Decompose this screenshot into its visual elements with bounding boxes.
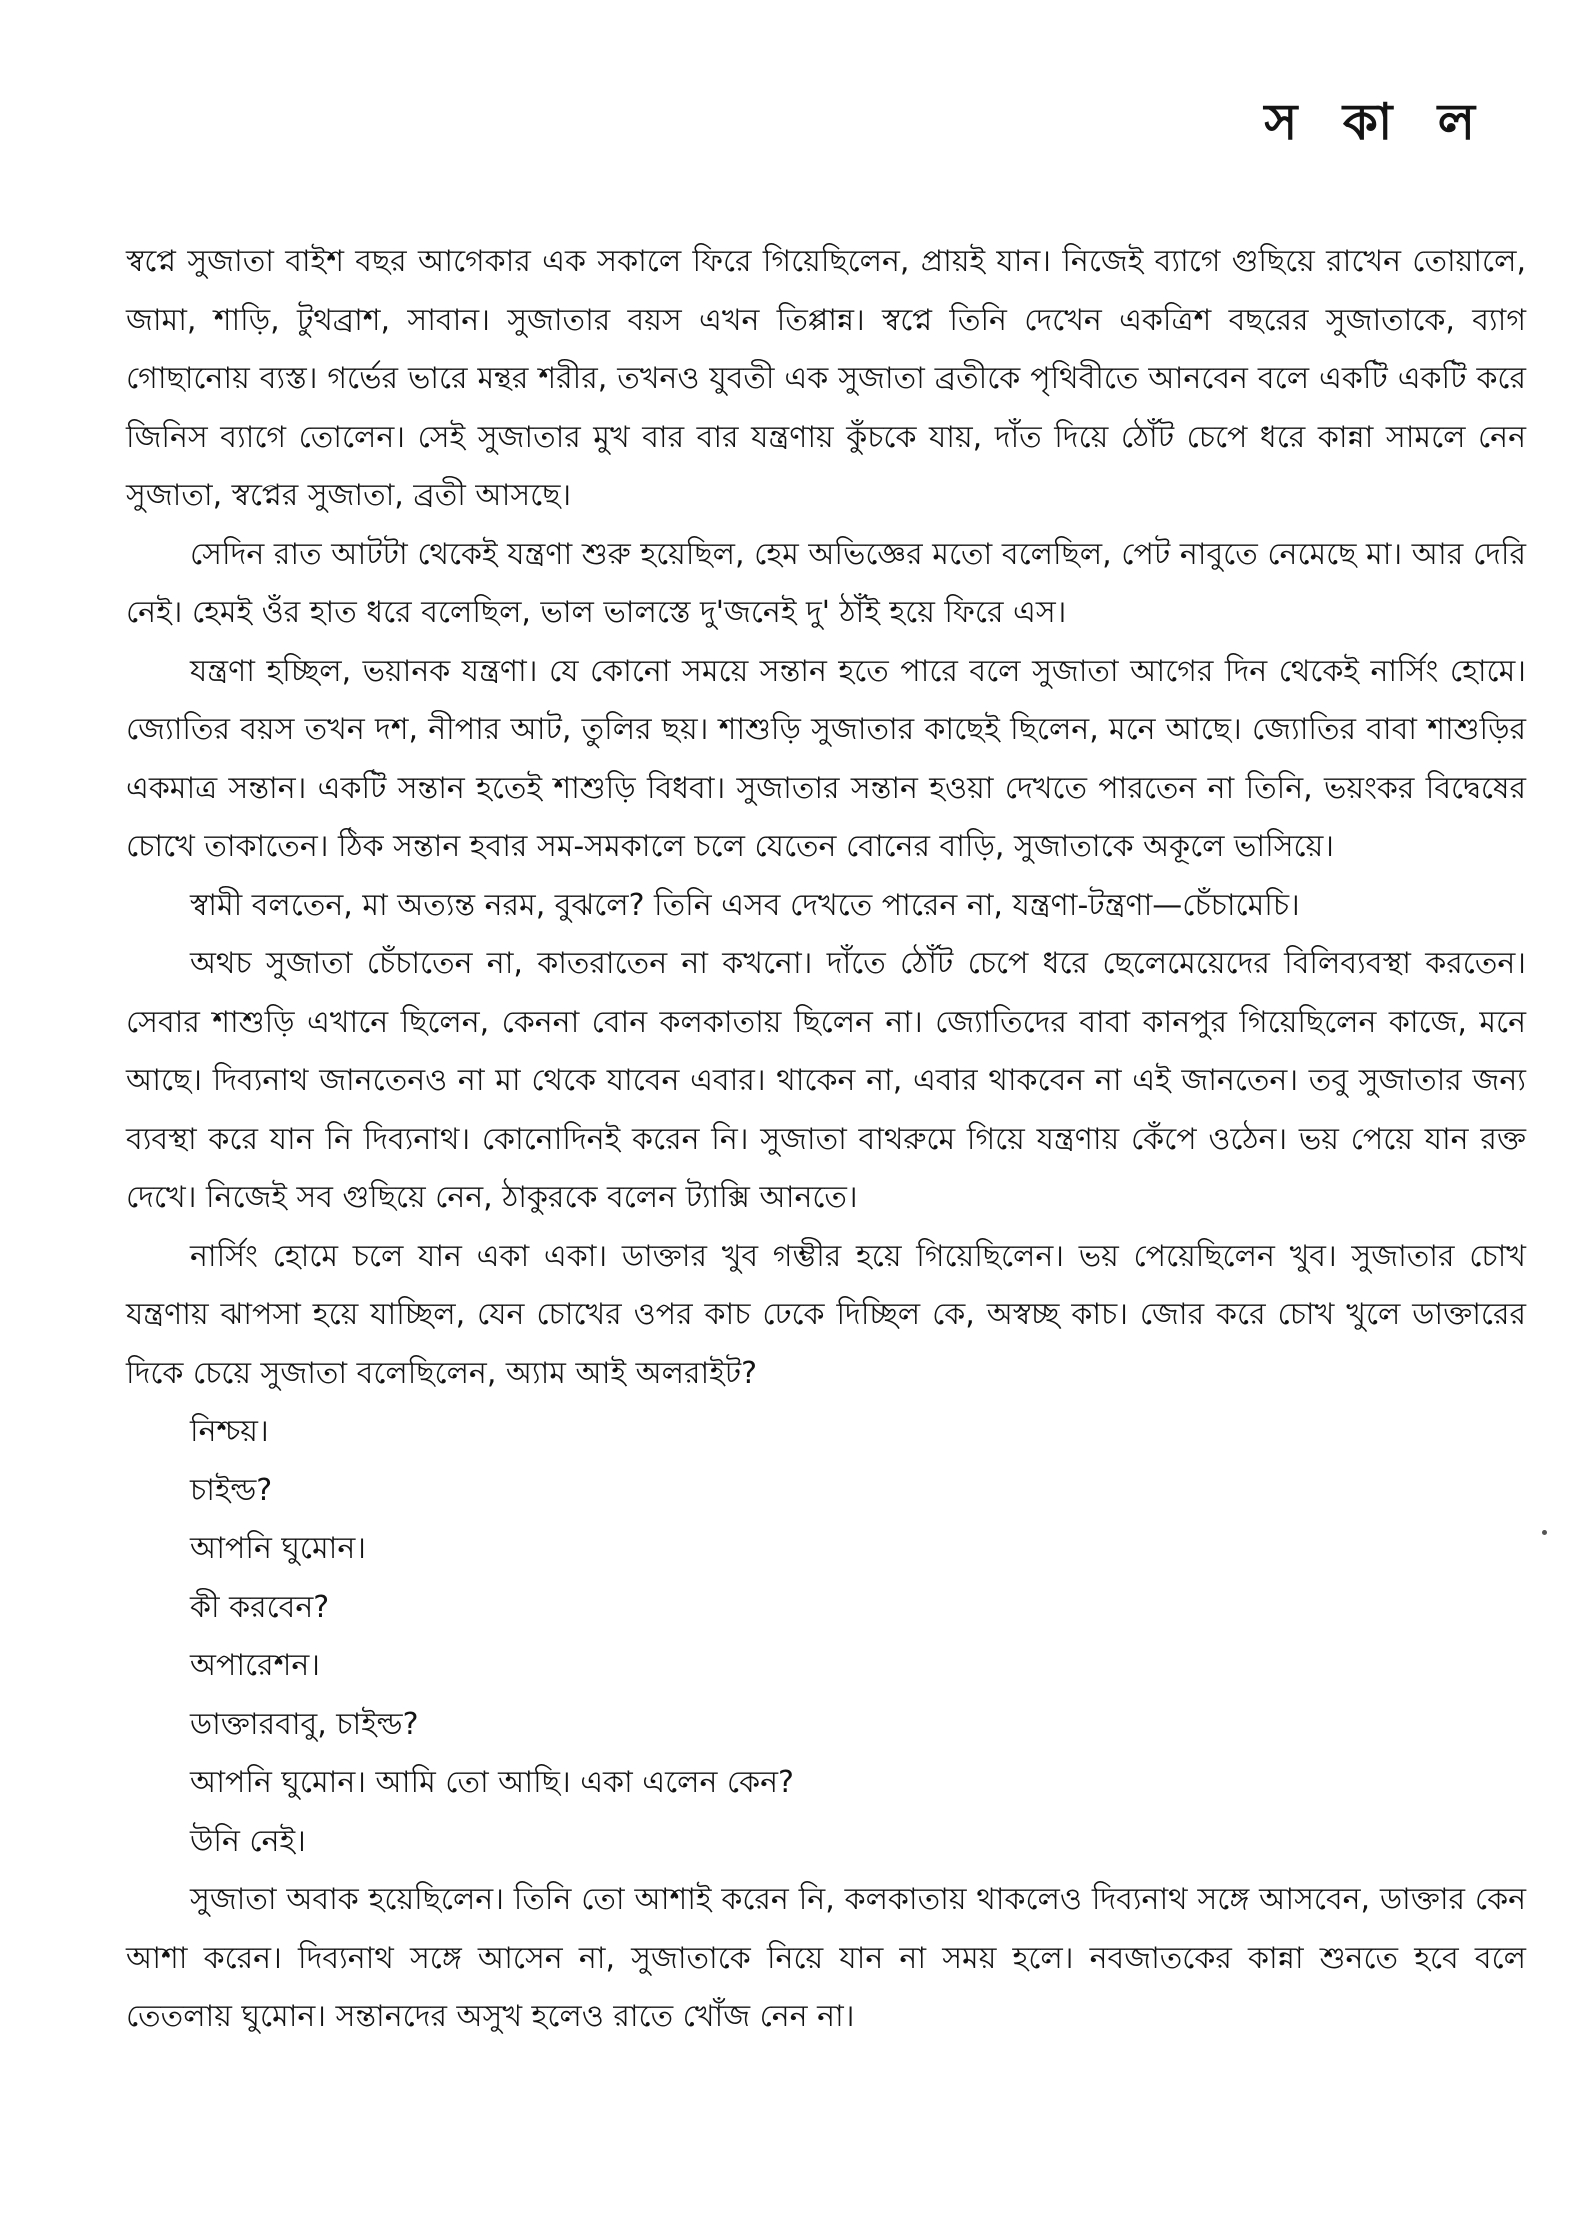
body-text [126, 233, 1526, 2047]
paragraph: স্বপ্নে সুজাতা বাইশ বছর আগেকার এক সকালে ফিরে গিয়েছিলেন, প্রায়ই যান। নিজেই ব্যাগে গুছিয়ে রাখেন তোয়ালে, জামা, শাড়ি, টুথব্রাশ, সাবান। সুজাতার বয়স এখন তিপ্পান্ন। স্বপ্নে তিনি দেখেন একত্রিশ বছরের সুজাতাকে, ব্যাগ গোছানোয় ব্যস্ত। গর্ভের ভারে মন্থর শরীর, তখনও যুবতী এক সুজাতা ব্রতীকে পৃথিবীতে আনবেন বলে একটি একটি করে জিনিস ব্যাগে তোলেন। সেই সুজাতার মুখ বার বার যন্ত্রণায় কুঁচকে যায়, দাঁত দিয়ে ঠোঁট চেপে ধরে কান্না সামলে নেন সুজাতা, স্বপ্নের সুজাতা, ব্রতী আসছে। [126, 244, 1526, 513]
chapter-title: স কা ল [1264, 93, 1489, 151]
paragraph: সেদিন রাত আটটা থেকেই যন্ত্রণা শুরু হয়েছিল, হেম অভিজ্ঞের মতো বলেছিল, পেট নাবুতে নেমেছে মা। আর দেরি নেই। হেমই ওঁর হাত ধরে বলেছিল, ভাল ভালস্তে দু'জনেই দু' ঠাঁই হয়ে ফিরে এস। [126, 536, 1526, 630]
dialogue-line: চাইল্ড? [190, 1472, 273, 1508]
dialogue-line: নিশ্চয়। [190, 1414, 269, 1449]
dialogue-line: অপারেশন। [190, 1648, 320, 1683]
scan-speck [1542, 1530, 1547, 1535]
dialogue-line: আপনি ঘুমোন। [190, 1531, 366, 1566]
dialogue-line: আপনি ঘুমোন। আমি তো আছি। একা এলেন কেন? [190, 1765, 794, 1800]
paragraph: নার্সিং হোমে চলে যান একা একা। ডাক্তার খুব গম্ভীর হয়ে গিয়েছিলেন। ভয় পেয়েছিলেন খুব। সুজাতার চোখ যন্ত্রণায় ঝাপসা হয়ে যাচ্ছিল, যেন চোখের ওপর কাচ ঢেকে দিচ্ছিল কে, অস্বচ্ছ কাচ। জোর করে চোখ খুলে ডাক্তারের দিকে চেয়ে সুজাতা বলেছিলেন, অ্যাম আই অলরাইট? [126, 1238, 1526, 1391]
paragraph: স্বামী বলতেন, মা অত্যন্ত নরম, বুঝলে? তিনি এসব দেখতে পারেন না, যন্ত্রণা-টন্ত্রণা—চেঁচামেচি। [190, 887, 1300, 923]
paragraph: অথচ সুজাতা চেঁচাতেন না, কাতরাতেন না কখনো। দাঁতে ঠোঁট চেপে ধরে ছেলেমেয়েদের বিলিব্যবস্থা করতেন। সেবার শাশুড়ি এখানে ছিলেন, কেননা বোন কলকাতায় ছিলেন না। জ্যোতিদের বাবা কানপুর গিয়েছিলেন কাজে, মনে আছে। দিব্যনাথ জানতেনও না মা থেকে যাবেন এবার। থাকেন না, এবার থাকবেন না এই জানতেন। তবু সুজাতার জন্য ব্যবস্থা করে যান নি দিব্যনাথ। কোনোদিনই করেন নি। সুজাতা বাথরুমে গিয়ে যন্ত্রণায় কেঁপে ওঠেন। ভয় পেয়ে যান রক্ত দেখে। নিজেই সব গুছিয়ে নেন, ঠাকুরকে বলেন ট্যাক্সি আনতে। [126, 946, 1526, 1215]
paragraph: যন্ত্রণা হচ্ছিল, ভয়ানক যন্ত্রণা। যে কোনো সময়ে সন্তান হতে পারে বলে সুজাতা আগের দিন থেকেই নার্সিং হোমে। জ্যোতির বয়স তখন দশ, নীপার আট, তুলির ছয়। শাশুড়ি সুজাতার কাছেই ছিলেন, মনে আছে। জ্যোতির বাবা শাশুড়ির একমাত্র সন্তান। একটি সন্তান হতেই শাশুড়ি বিধবা। সুজাতার সন্তান হওয়া দেখতে পারতেন না তিনি, ভয়ংকর বিদ্বেষের চোখে তাকাতেন। ঠিক সন্তান হবার সম-সমকালে চলে যেতেন বোনের বাড়ি, সুজাতাকে অকূলে ভাসিয়ে। [126, 653, 1526, 864]
dialogue-line: ডাক্তারবাবু, চাইল্ড? [190, 1706, 419, 1742]
closing-paragraph: সুজাতা অবাক হয়েছিলেন। তিনি তো আশাই করেন নি, কলকাতায় থাকলেও দিব্যনাথ সঙ্গে আসবেন, ডাক্তার কেন আশা করেন। দিব্যনাথ সঙ্গে আসেন না, সুজাতাকে নিয়ে যান না সময় হলে। নবজাতকের কান্না শুনতে হবে বলে তেতলায় ঘুমোন। সন্তানদের অসুখ হলেও রাতে খোঁজ নেন না। [126, 1882, 1526, 2034]
dialogue-line: কী করবেন? [190, 1589, 330, 1625]
dialogue-line: উনি নেই। [190, 1823, 306, 1859]
